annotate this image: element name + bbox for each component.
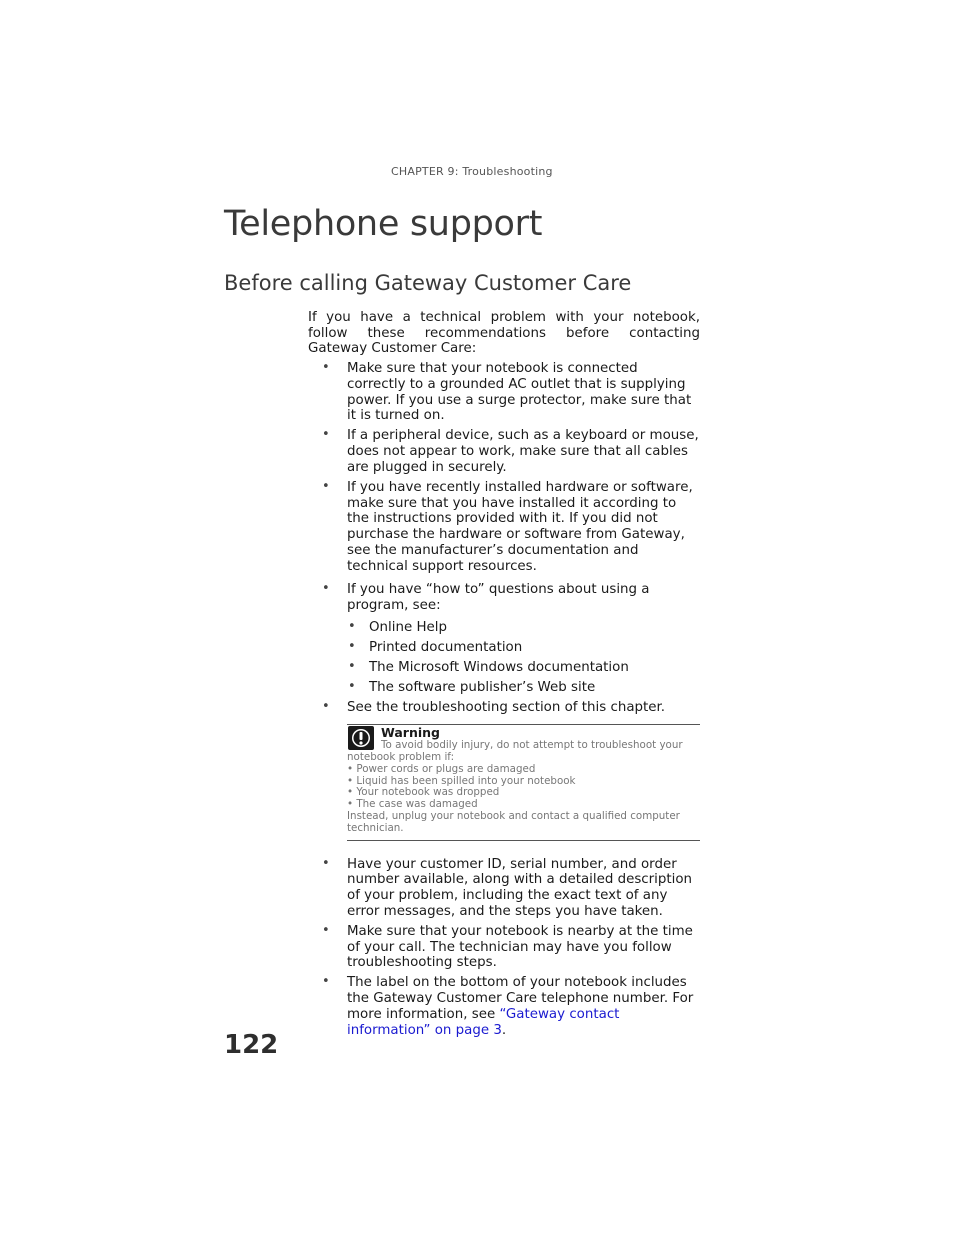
warning-intro: To avoid bodily injury, do not attempt to troubleshoot your notebook problem if: — [347, 739, 683, 763]
bullet-icon: • — [348, 638, 356, 654]
warning-item: • Power cords or plugs are damaged — [347, 762, 536, 775]
bullet-icon: • — [322, 427, 330, 443]
list-item-text: Have your customer ID, serial number, and order number available, along with a detailed description of your problem, including the exact text of any error messages, and the steps you have taken. — [347, 856, 693, 919]
running-header: CHAPTER 9: Troubleshooting — [391, 165, 553, 178]
list-item-text: If a peripheral device, such as a keyboard or mouse, does not appear to work, make sure that all cables are plugged in securely. — [347, 428, 699, 475]
bullet-icon: • — [322, 479, 330, 495]
warning-item: • Liquid has been spilled into your notebook — [347, 774, 576, 787]
bullet-icon: • — [322, 855, 330, 871]
intro-paragraph: If you have a technical problem with your notebook, follow these recommendations before contacting Gateway Customer Care: — [308, 310, 700, 357]
warning-item: • The case was damaged — [347, 798, 478, 811]
list-item — [308, 857, 700, 920]
list-item-howto — [308, 582, 700, 696]
sub-list-item-text: Online Help — [369, 619, 447, 635]
sub-list-item — [347, 680, 700, 696]
help-resources-list — [347, 620, 700, 696]
gateway-contact-link[interactable]: “Gateway contact information” on page 3 — [347, 1006, 620, 1038]
warning-hand-icon — [348, 726, 374, 750]
sub-list-item — [347, 660, 700, 676]
page-title: Telephone support — [224, 204, 543, 244]
list-item-text: If you have “how to” questions about using a program, see: — [347, 582, 650, 613]
preparation-list — [308, 857, 700, 1039]
warning-title: Warning — [381, 725, 440, 741]
warning-box — [347, 724, 700, 840]
list-item — [308, 361, 700, 424]
sub-list-item-text: The Microsoft Windows documentation — [369, 660, 629, 676]
bullet-icon: • — [322, 699, 330, 715]
list-item-text — [347, 975, 700, 1038]
warning-closing: Instead, unplug your notebook and contact a qualified computer technician. — [347, 809, 680, 834]
list-item-text: Make sure that your notebook is connected correctly to a grounded AC outlet that is supplying power. If you use a surge protector, make sure that it is turned on. — [347, 361, 692, 424]
bullet-icon: • — [322, 581, 330, 597]
section-title: Before calling Gateway Customer Care — [224, 271, 632, 295]
body-content — [308, 310, 700, 1043]
sub-list-item — [347, 640, 700, 656]
list-item — [308, 428, 700, 475]
list-item — [308, 700, 700, 716]
recommendation-list — [308, 361, 700, 716]
list-item-text: Make sure that your notebook is nearby at the time of your call. The technician may have you follow troubleshooting steps. — [347, 923, 693, 971]
sub-list-item — [347, 620, 700, 636]
bullet-icon: • — [322, 974, 330, 990]
list-item — [308, 975, 700, 1038]
chapter-label: CHAPTER — [391, 165, 444, 178]
list-item-text: If you have recently installed hardware or software, make sure that you have installed it according to the instructions provided with it. If you did not purchase the hardware or software from Gateway, see the manufacturer’s documentation and technical support resources. — [347, 480, 693, 574]
label-info-text: The label on the bottom of your notebook includes the Gateway Customer Care telephone number. For more information, see — [347, 975, 694, 1022]
list-item — [308, 480, 700, 574]
bullet-icon: • — [348, 679, 356, 695]
list-item-text: See the troubleshooting section of this chapter. — [347, 700, 666, 716]
bullet-icon: • — [322, 360, 330, 376]
bullet-icon: • — [348, 618, 356, 634]
trailing-period: . — [501, 1022, 507, 1038]
page-number: 122 — [224, 1030, 279, 1060]
chapter-number: 9 — [447, 165, 455, 178]
sub-list-item-text: The software publisher’s Web site — [369, 680, 596, 696]
sub-list-item-text: Printed documentation — [369, 639, 523, 655]
warning-item: • Your notebook was dropped — [347, 786, 500, 799]
bullet-icon: • — [322, 922, 330, 938]
list-item — [308, 924, 700, 971]
bullet-icon: • — [348, 659, 356, 675]
chapter-title: Troubleshooting — [462, 165, 553, 178]
